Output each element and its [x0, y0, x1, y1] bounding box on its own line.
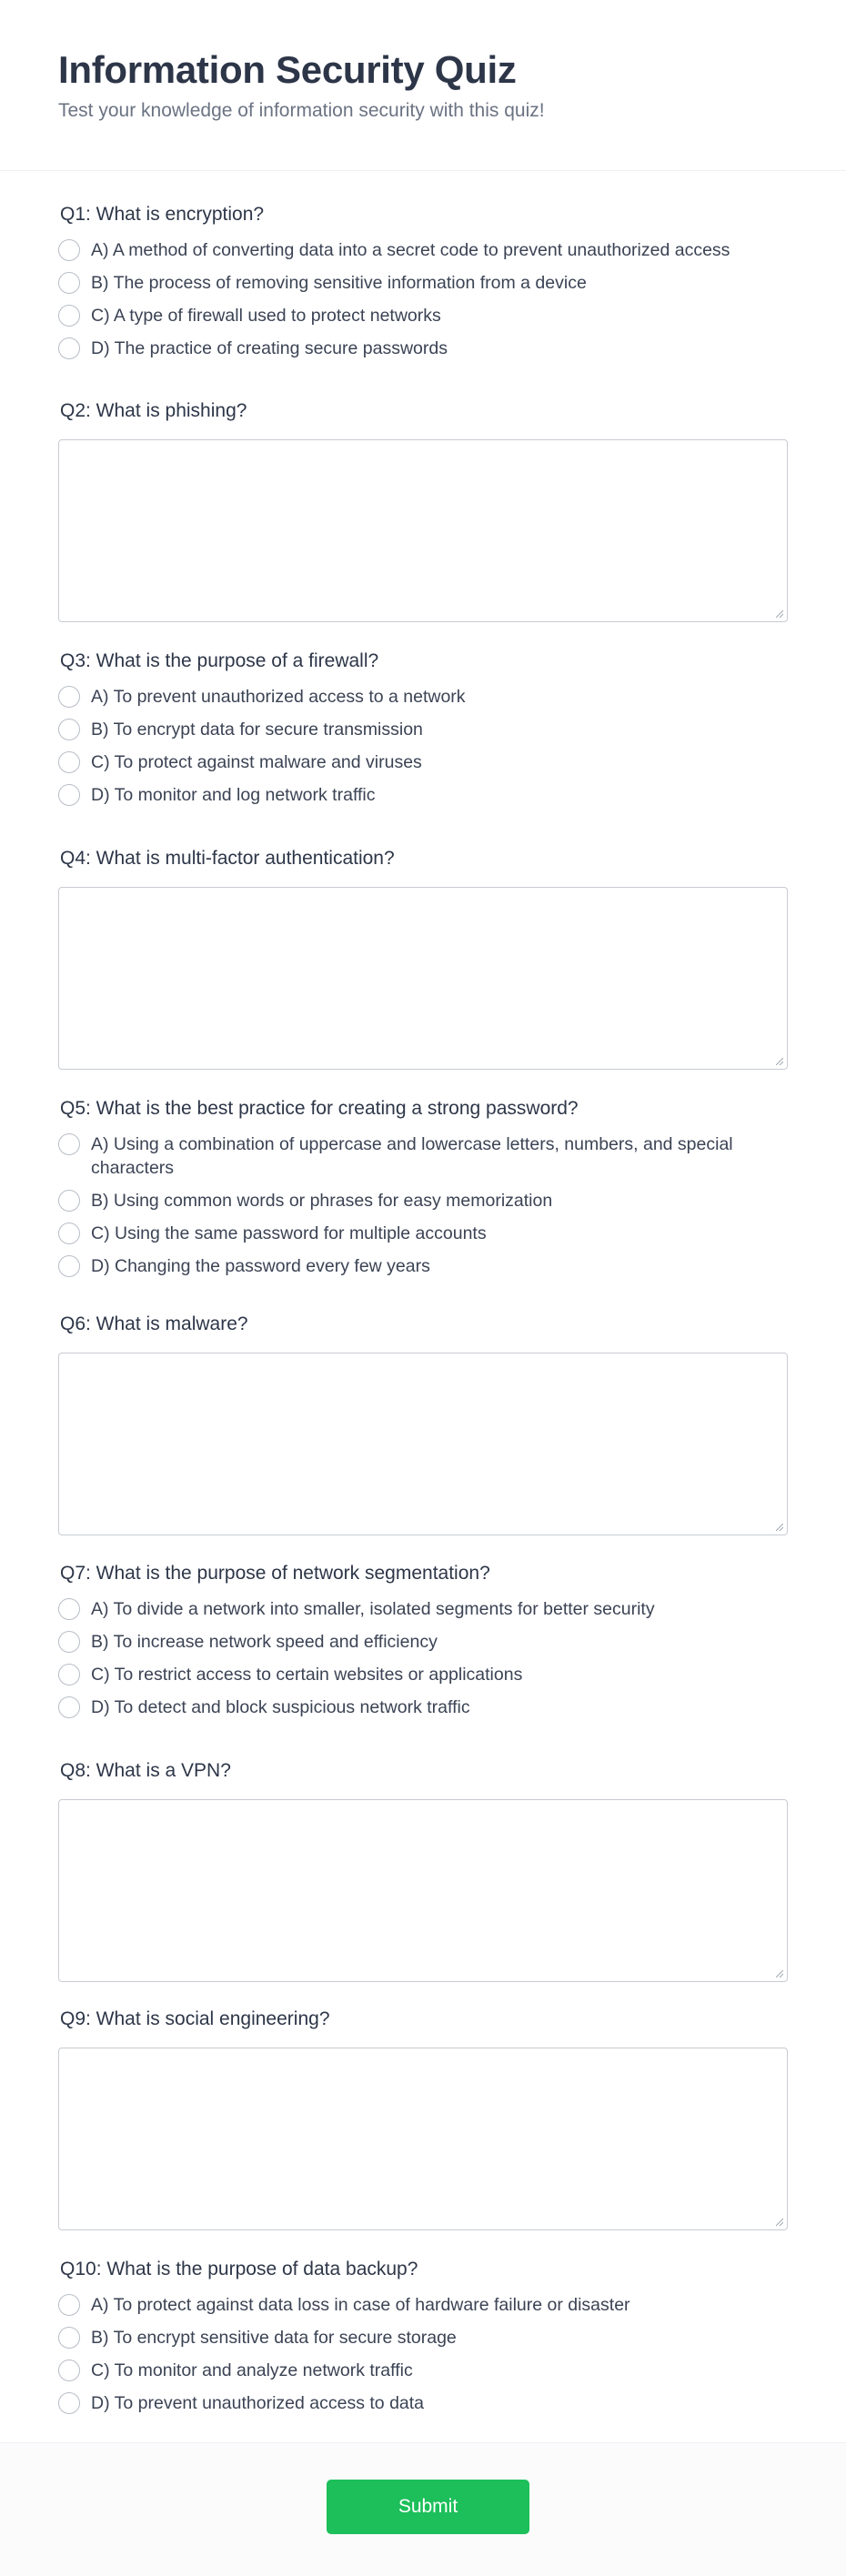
option-label: B) To increase network speed and efficiency [91, 1632, 438, 1652]
answer-options [58, 685, 788, 807]
answer-options [58, 238, 788, 360]
question-8 [58, 1758, 788, 1982]
option-b[interactable] [58, 1189, 788, 1213]
question-label: Q5: What is the best practice for creating a strong password? [60, 1098, 579, 1119]
option-b[interactable] [58, 1630, 788, 1654]
resize-handle-icon[interactable] [776, 1524, 783, 1531]
option-label: D) The practice of creating secure passwords [91, 338, 448, 358]
page-header [0, 0, 846, 171]
option-label: B) To encrypt sensitive data for secure storage [91, 2328, 457, 2348]
question-label: Q8: What is a VPN? [60, 1760, 231, 1781]
answer-textarea[interactable] [58, 1799, 788, 1982]
option-label: C) To protect against malware and viruses [91, 752, 422, 772]
option-label: D) To detect and block suspicious network traffic [91, 1697, 470, 1717]
option-label: A) To prevent unauthorized access to a network [91, 687, 466, 707]
option-label: C) A type of firewall used to protect networks [91, 306, 441, 326]
option-label: C) To monitor and analyze network traffic [91, 2360, 413, 2380]
radio-button[interactable] [58, 1190, 80, 1212]
option-a[interactable] [58, 238, 788, 262]
radio-button[interactable] [58, 1696, 80, 1718]
option-label: B) The process of removing sensitive information from a device [91, 273, 587, 293]
option-b[interactable] [58, 271, 788, 295]
option-d[interactable] [58, 337, 788, 360]
option-c[interactable] [58, 1663, 788, 1686]
option-d[interactable] [58, 2391, 788, 2415]
question-label: Q1: What is encryption? [60, 204, 265, 225]
resize-handle-icon[interactable] [776, 2219, 783, 2226]
option-label: A) A method of converting data into a secret code to prevent unauthorized access [91, 240, 730, 260]
question-label: Q6: What is malware? [60, 1313, 248, 1334]
option-b[interactable] [58, 2326, 788, 2350]
radio-button[interactable] [58, 1133, 80, 1155]
answer-textarea[interactable] [58, 887, 788, 1070]
radio-button[interactable] [58, 1631, 80, 1653]
option-d[interactable] [58, 1254, 788, 1278]
question-2 [58, 398, 788, 622]
option-label: C) To restrict access to certain websites or applications [91, 1665, 523, 1685]
form-footer [0, 2442, 846, 2576]
option-b[interactable] [58, 718, 788, 741]
radio-button[interactable] [58, 1255, 80, 1277]
option-d[interactable] [58, 1696, 788, 1719]
option-label: D) To monitor and log network traffic [91, 785, 376, 805]
radio-button[interactable] [58, 2294, 80, 2316]
option-c[interactable] [58, 750, 788, 774]
page-subtitle: Test your knowledge of information security with this quiz! [58, 100, 545, 121]
radio-button[interactable] [58, 719, 80, 740]
option-label: D) Changing the password every few years [91, 1256, 430, 1276]
option-label: D) To prevent unauthorized access to data [91, 2393, 425, 2413]
answer-options [58, 1132, 788, 1278]
question-10 [58, 2257, 788, 2424]
answer-textarea[interactable] [58, 439, 788, 622]
option-label: A) To protect against data loss in case of hardware failure or disaster [91, 2295, 630, 2315]
question-label: Q7: What is the purpose of network segmentation? [60, 1563, 490, 1584]
answer-options [58, 2293, 788, 2415]
question-label: Q4: What is multi-factor authentication? [60, 848, 395, 869]
option-a[interactable] [58, 1132, 788, 1180]
answer-options [58, 1597, 788, 1719]
answer-textarea[interactable] [58, 1353, 788, 1535]
radio-button[interactable] [58, 686, 80, 708]
question-label: Q10: What is the purpose of data backup? [60, 2259, 418, 2279]
page-title: Information Security Quiz [58, 48, 517, 91]
option-c[interactable] [58, 1222, 788, 1245]
radio-button[interactable] [58, 305, 80, 327]
question-3 [58, 649, 788, 816]
option-label: B) To encrypt data for secure transmission [91, 719, 423, 740]
radio-button[interactable] [58, 784, 80, 806]
question-5 [58, 1096, 788, 1287]
radio-button[interactable] [58, 239, 80, 261]
resize-handle-icon[interactable] [776, 1970, 783, 1977]
option-a[interactable] [58, 1597, 788, 1621]
question-1 [58, 202, 788, 369]
option-c[interactable] [58, 2359, 788, 2382]
question-9 [58, 2007, 788, 2230]
question-label: Q9: What is social engineering? [60, 2008, 330, 2029]
radio-button[interactable] [58, 2392, 80, 2414]
resize-handle-icon[interactable] [776, 610, 783, 618]
question-4 [58, 846, 788, 1070]
question-7 [58, 1561, 788, 1728]
radio-button[interactable] [58, 337, 80, 359]
radio-button[interactable] [58, 2360, 80, 2381]
option-label: B) Using common words or phrases for easy memorization [91, 1191, 553, 1211]
option-label: A) Using a combination of uppercase and lowercase letters, numbers, and special characters [91, 1134, 733, 1178]
question-label: Q3: What is the purpose of a firewall? [60, 650, 379, 671]
radio-button[interactable] [58, 1664, 80, 1685]
option-a[interactable] [58, 685, 788, 709]
submit-button[interactable]: Submit [327, 2480, 529, 2534]
radio-button[interactable] [58, 272, 80, 294]
answer-textarea[interactable] [58, 2048, 788, 2230]
radio-button[interactable] [58, 1223, 80, 1244]
question-label: Q2: What is phishing? [60, 400, 247, 421]
radio-button[interactable] [58, 751, 80, 773]
option-label: C) Using the same password for multiple accounts [91, 1223, 487, 1243]
option-d[interactable] [58, 783, 788, 807]
option-label: A) To divide a network into smaller, isolated segments for better security [91, 1599, 655, 1619]
question-6 [58, 1312, 788, 1535]
option-c[interactable] [58, 304, 788, 327]
radio-button[interactable] [58, 2327, 80, 2349]
radio-button[interactable] [58, 1598, 80, 1620]
option-a[interactable] [58, 2293, 788, 2317]
resize-handle-icon[interactable] [776, 1058, 783, 1065]
